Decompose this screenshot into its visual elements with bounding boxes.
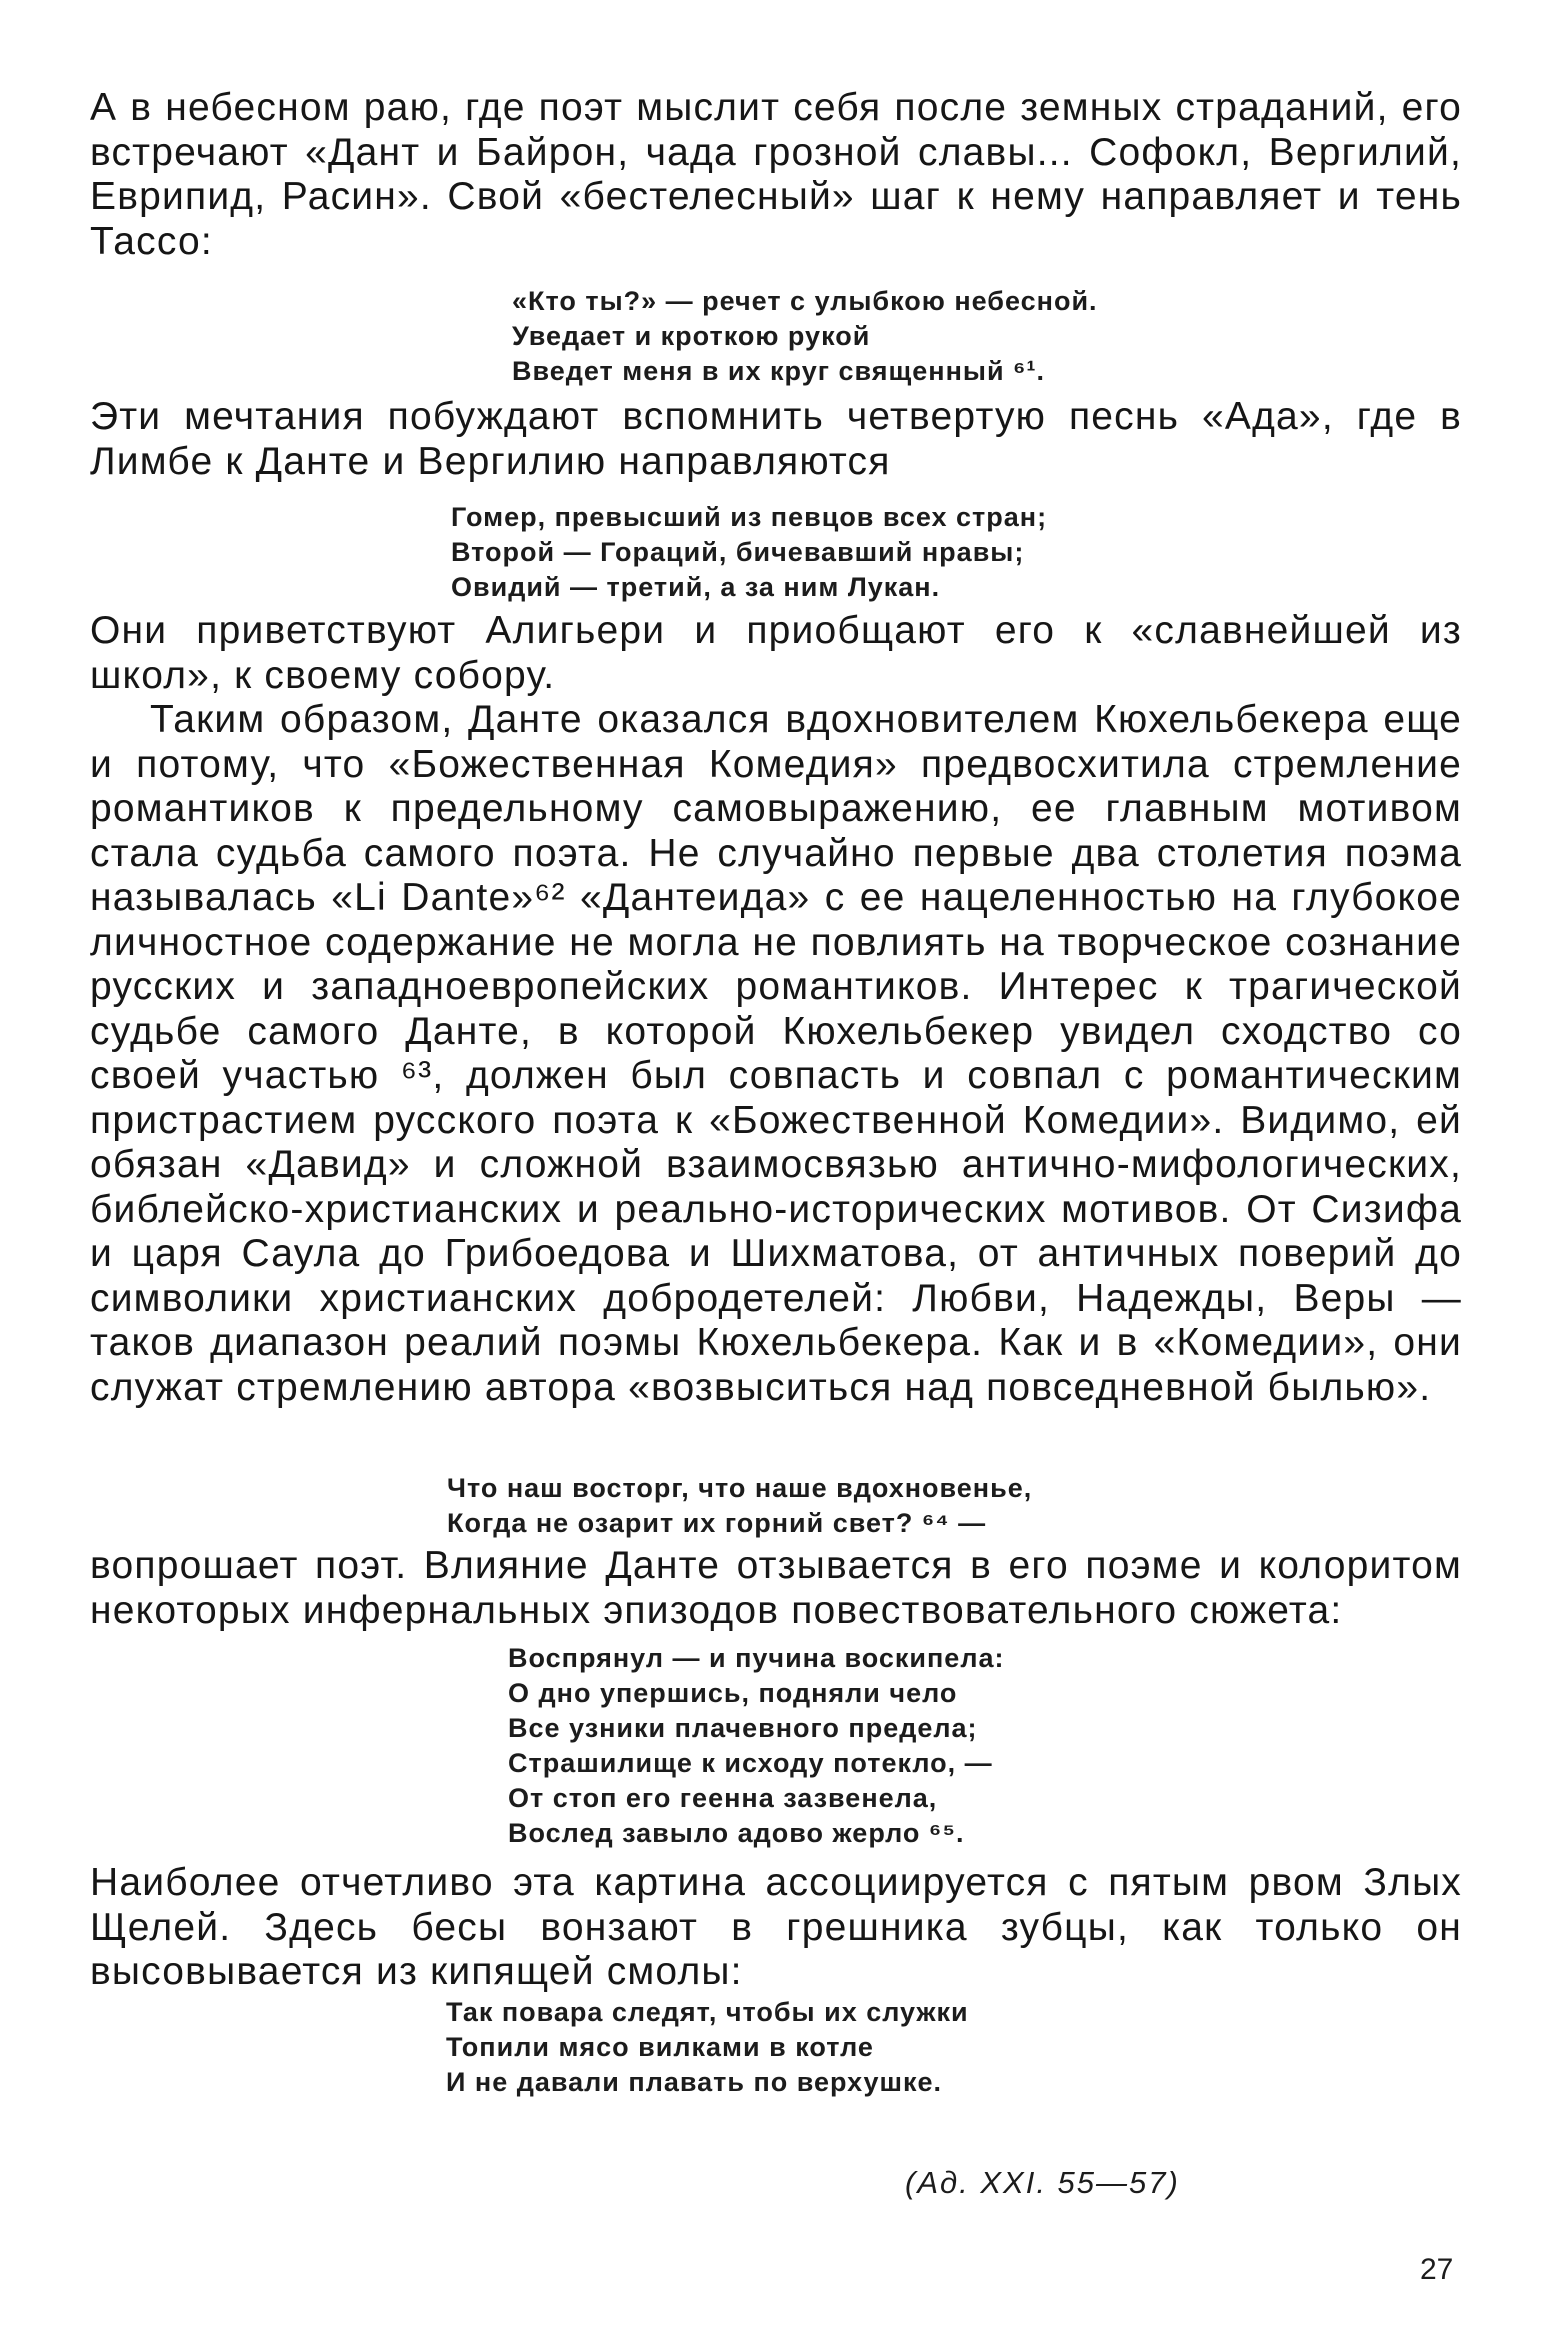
paragraph-infernal: вопрошает поэт. Влияние Данте отзывается в его поэме и колоритом некоторых инфернальных эпизодов повествовательного сюжета: [90,1544,1462,1632]
verse-line: «Кто ты?» — речет с улыбкою небесной. [512,286,1098,316]
verse-line: И не давали плавать по верхушке. [446,2067,943,2097]
paragraph-greeting: Они приветствуют Алигьери и приобщают его к «славнейшей из школ», к своему собору. [90,609,1462,697]
paragraph-limbo: Эти мечтания побуждают вспомнить четвертую песнь «Ада», где в Лимбе к Данте и Вергилию направляются [90,395,1462,483]
verse-line: Так повара следят, чтобы их служки [446,1997,969,2027]
verse-citation: (Ад. XXI. 55—57) [905,2165,1180,2200]
verse-abyss [508,1641,1005,1851]
verse-cooks [446,1995,969,2100]
verse-line: Воспрянул — и пучина воскипела: [508,1643,1005,1673]
verse-line: Вослед завыло адово жерло ⁶⁵. [508,1818,965,1848]
verse-line: Все узники плачевного предела; [508,1713,978,1743]
verse-line: Второй — Гораций, бичевавший нравы; [451,537,1025,567]
verse-line: Когда не озарит их горний свет? ⁶⁴ — [447,1508,987,1538]
verse-line: Что наш восторг, что наше вдохновенье, [447,1473,1033,1503]
paragraph-paradise: А в небесном раю, где поэт мыслит себя после земных страданий, его встречают «Дант и Байрон, чада грозной славы... Софокл, Вергилий, Еврипид, Расин». Свой «бестелесный» шаг к нему направляет и тень Тассо: [90,86,1462,263]
verse-line: Гомер, превысший из певцов всех стран; [451,502,1048,532]
verse-inspiration [447,1471,1032,1541]
verse-line: Введет меня в их круг священный ⁶¹. [512,356,1045,386]
verse-line: От стоп его геенна зазвенела, [508,1783,938,1813]
verse-tasso [512,284,1098,389]
page-number: 27 [1420,2253,1454,2286]
paragraph-malebolge: Наиболее отчетливо эта картина ассоциируется с пятым рвом Злых Щелей. Здесь бесы вонзают в грешника зубцы, как только он высовывается из кипящей смолы: [90,1861,1462,1993]
verse-line: Топили мясо вилками в котле [446,2032,874,2062]
paragraph-main: Таким образом, Данте оказался вдохновителем Кюхельбекера еще и потому, что «Божественная Комедия» предвосхитила стремление романтиков к предельному самовыражению, ее главным мотивом стала судьба самого поэта. Не случайно первые два столетия поэма называлась «Li Dante»⁶² «Дантеида» с ее нацеленностью на глубокое личностное содержание не могла не повлиять на творческое сознание русских и западноевропейских романтиков. Интерес к трагической судьбе самого Данте, в которой Кюхельбекер увидел сходство со своей участью ⁶³, должен был совпасть и совпал с романтическим пристрастием русского поэта к «Божественной Комедии». Видимо, ей обязан «Давид» и сложной взаимосвязью антично-мифологических, библейско-христианских и реально-исторических мотивов. От Сизифа и царя Саула до Грибоедова и Шихматова, от античных поверий до символики христианских добродетелей: Любви, Надежды, Веры — таков диапазон реалий поэмы Кюхельбекера. Как и в «Комедии», они служат стремлению автора «возвыситься над повседневной былью». [90,698,1462,1409]
verse-line: О дно упершись, подняли чело [508,1678,958,1708]
verse-poets [451,500,1047,605]
verse-line: Уведает и кроткою рукой [512,321,871,351]
verse-line: Овидий — третий, а за ним Лукан. [451,572,941,602]
verse-line: Страшилище к исходу потекло, — [508,1748,993,1778]
